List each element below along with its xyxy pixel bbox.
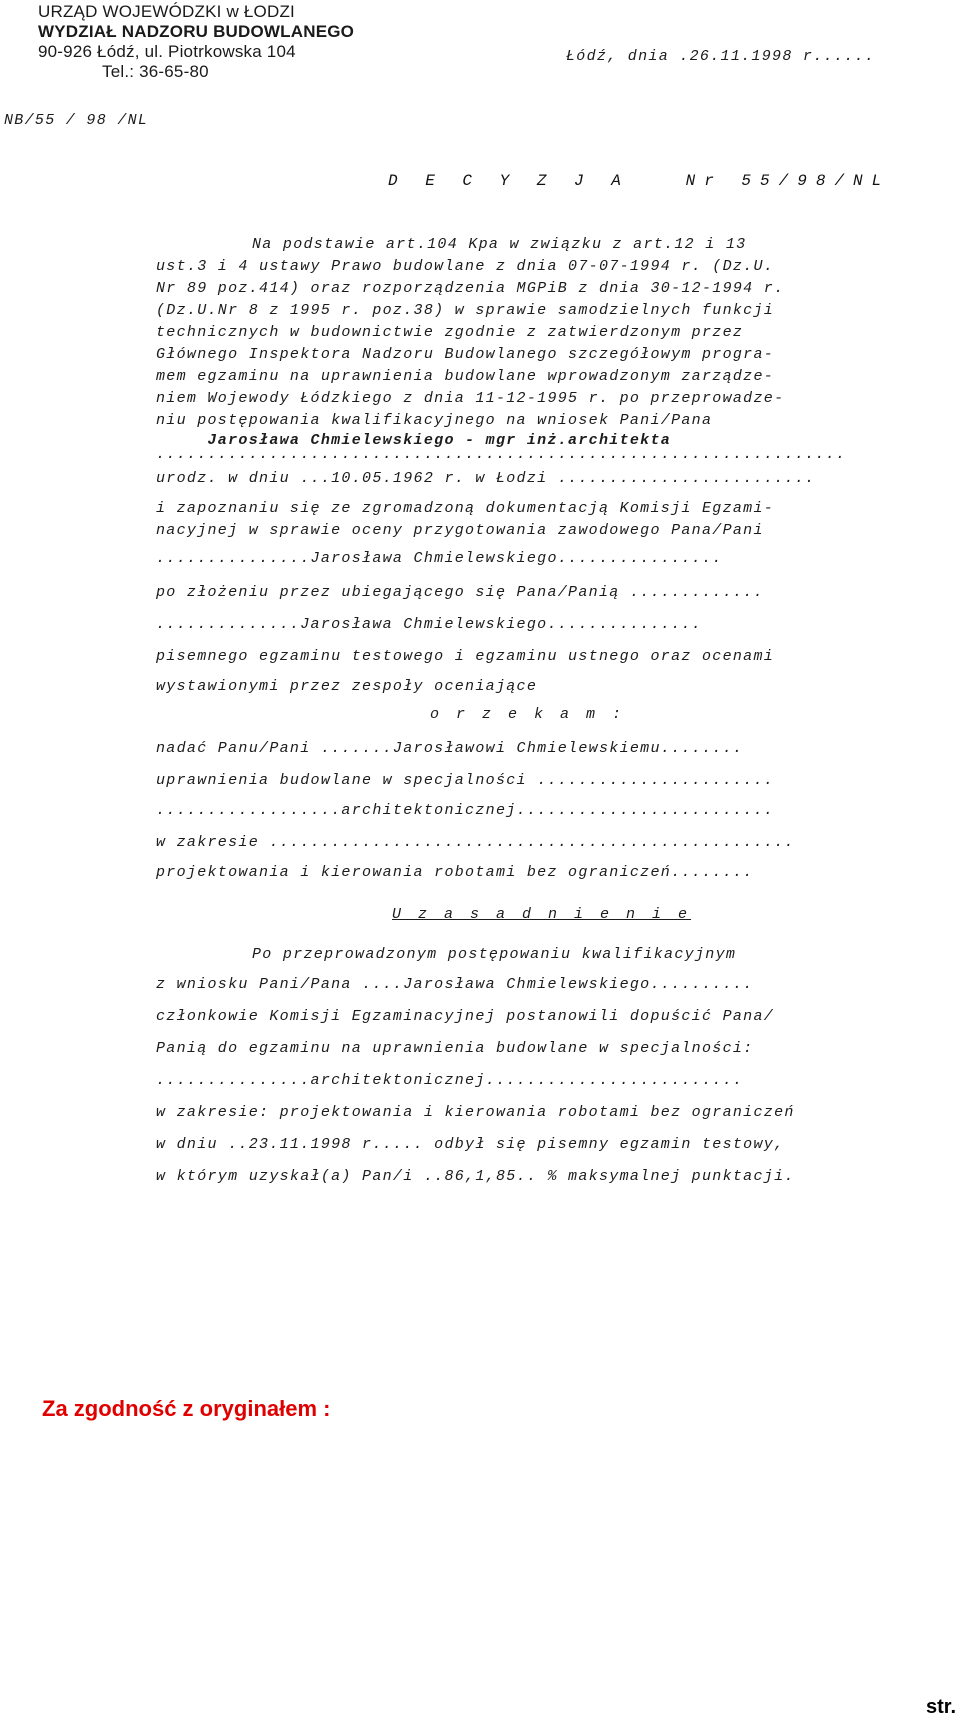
- ruling-heading: o r z e k a m :: [430, 706, 626, 723]
- office-address: 90-926 Łódź, ul. Piotrkowska 104: [38, 42, 296, 61]
- body-line: Głównego Inspektora Nadzoru Budowlanego szczegółowym progra-: [156, 346, 775, 363]
- office-phone: Tel.: 36-65-80: [102, 62, 209, 81]
- place-date: Łódź, dnia .26.11.1998 r......: [566, 48, 876, 65]
- body-line: Nr 89 poz.414) oraz rozporządzenia MGPiB z dnia 30-12-1994 r.: [156, 280, 785, 297]
- score-line: w którym uzyskał(a) Pan/i ..86,1,85.. % maksymalnej punktacji.: [156, 1168, 795, 1185]
- body-line: w zakresie ...................................................: [156, 834, 795, 851]
- applicant-name-line: Jarosława Chmielewskiego - mgr inż.architekta: [156, 432, 672, 449]
- specialty-line: ..................architektonicznej.........................: [156, 802, 775, 819]
- applicant-fill-line: z wniosku Pani/Pana ....Jarosława Chmielewskiego..........: [156, 976, 754, 993]
- office-name: URZĄD WOJEWÓDZKI w ŁODZI: [38, 2, 295, 21]
- birth-date-line: urodz. w dniu ...10.05.1962 r. w Łodzi .........................: [156, 470, 816, 487]
- body-line: mem egzaminu na uprawnienia budowlane wprowadzonym zarządze-: [156, 368, 775, 385]
- applicant-fill-line: ...............Jarosława Chmielewskiego................: [156, 550, 723, 567]
- body-line: niu postępowania kwalifikacyjnego na wniosek Pani/Pana: [156, 412, 713, 429]
- scope-line: projektowania i kierowania robotami bez ograniczeń........: [156, 864, 754, 881]
- body-line: członkowie Komisji Egzaminacyjnej postanowili dopuścić Pana/: [156, 1008, 775, 1025]
- body-line: i zapoznaniu się ze zgromadzoną dokumentacją Komisji Egzami-: [156, 500, 775, 517]
- dotted-line: ...................................................................: [156, 446, 847, 463]
- body-line: wystawionymi przez zespoły oceniające: [156, 678, 538, 695]
- department-name: WYDZIAŁ NADZORU BUDOWLANEGO: [38, 22, 355, 41]
- justification-heading: U z a s a d n i e n i e: [392, 906, 692, 923]
- page-label: str.: [926, 1696, 957, 1718]
- certified-copy-note: Za zgodność z oryginałem :: [42, 1396, 331, 1421]
- body-line: Po przeprowadzonym postępowaniu kwalifikacyjnym: [252, 946, 737, 963]
- body-line: technicznych w budownictwie zgodnie z zatwierdzonym przez: [156, 324, 744, 341]
- body-line: (Dz.U.Nr 8 z 1995 r. poz.38) w sprawie samodzielnych funkcji: [156, 302, 775, 319]
- grant-line: nadać Panu/Pani .......Jarosławowi Chmielewskiemu........: [156, 740, 744, 757]
- specialty-line: ...............architektonicznej.........................: [156, 1072, 744, 1089]
- body-line: uprawnienia budowlane w specjalności .......................: [156, 772, 775, 789]
- reference-number: NB/55 / 98 /NL: [4, 112, 149, 129]
- body-line: pisemnego egzaminu testowego i egzaminu ustnego oraz ocenami: [156, 648, 775, 665]
- body-line: Na podstawie art.104 Kpa w związku z art.12 i 13: [252, 236, 747, 253]
- scope-line: w zakresie: projektowania i kierowania robotami bez ograniczeń: [156, 1104, 795, 1121]
- body-line: ust.3 i 4 ustawy Prawo budowlane z dnia 07-07-1994 r. (Dz.U.: [156, 258, 775, 275]
- exam-date-line: w dniu ..23.11.1998 r..... odbył się pisemny egzamin testowy,: [156, 1136, 785, 1153]
- body-line: Panią do egzaminu na uprawnienia budowlane w specjalności:: [156, 1040, 754, 1057]
- body-line: niem Wojewody Łódzkiego z dnia 11-12-1995 r. po przeprowadze-: [156, 390, 785, 407]
- applicant-fill-line: ..............Jarosława Chmielewskiego...............: [156, 616, 702, 633]
- body-line: po złożeniu przez ubiegającego się Pana/Panią .............: [156, 584, 764, 601]
- body-line: nacyjnej w sprawie oceny przygotowania zawodowego Pana/Pani: [156, 522, 764, 539]
- document-title: D E C Y Z J A Nr 55/98/NL: [388, 172, 891, 190]
